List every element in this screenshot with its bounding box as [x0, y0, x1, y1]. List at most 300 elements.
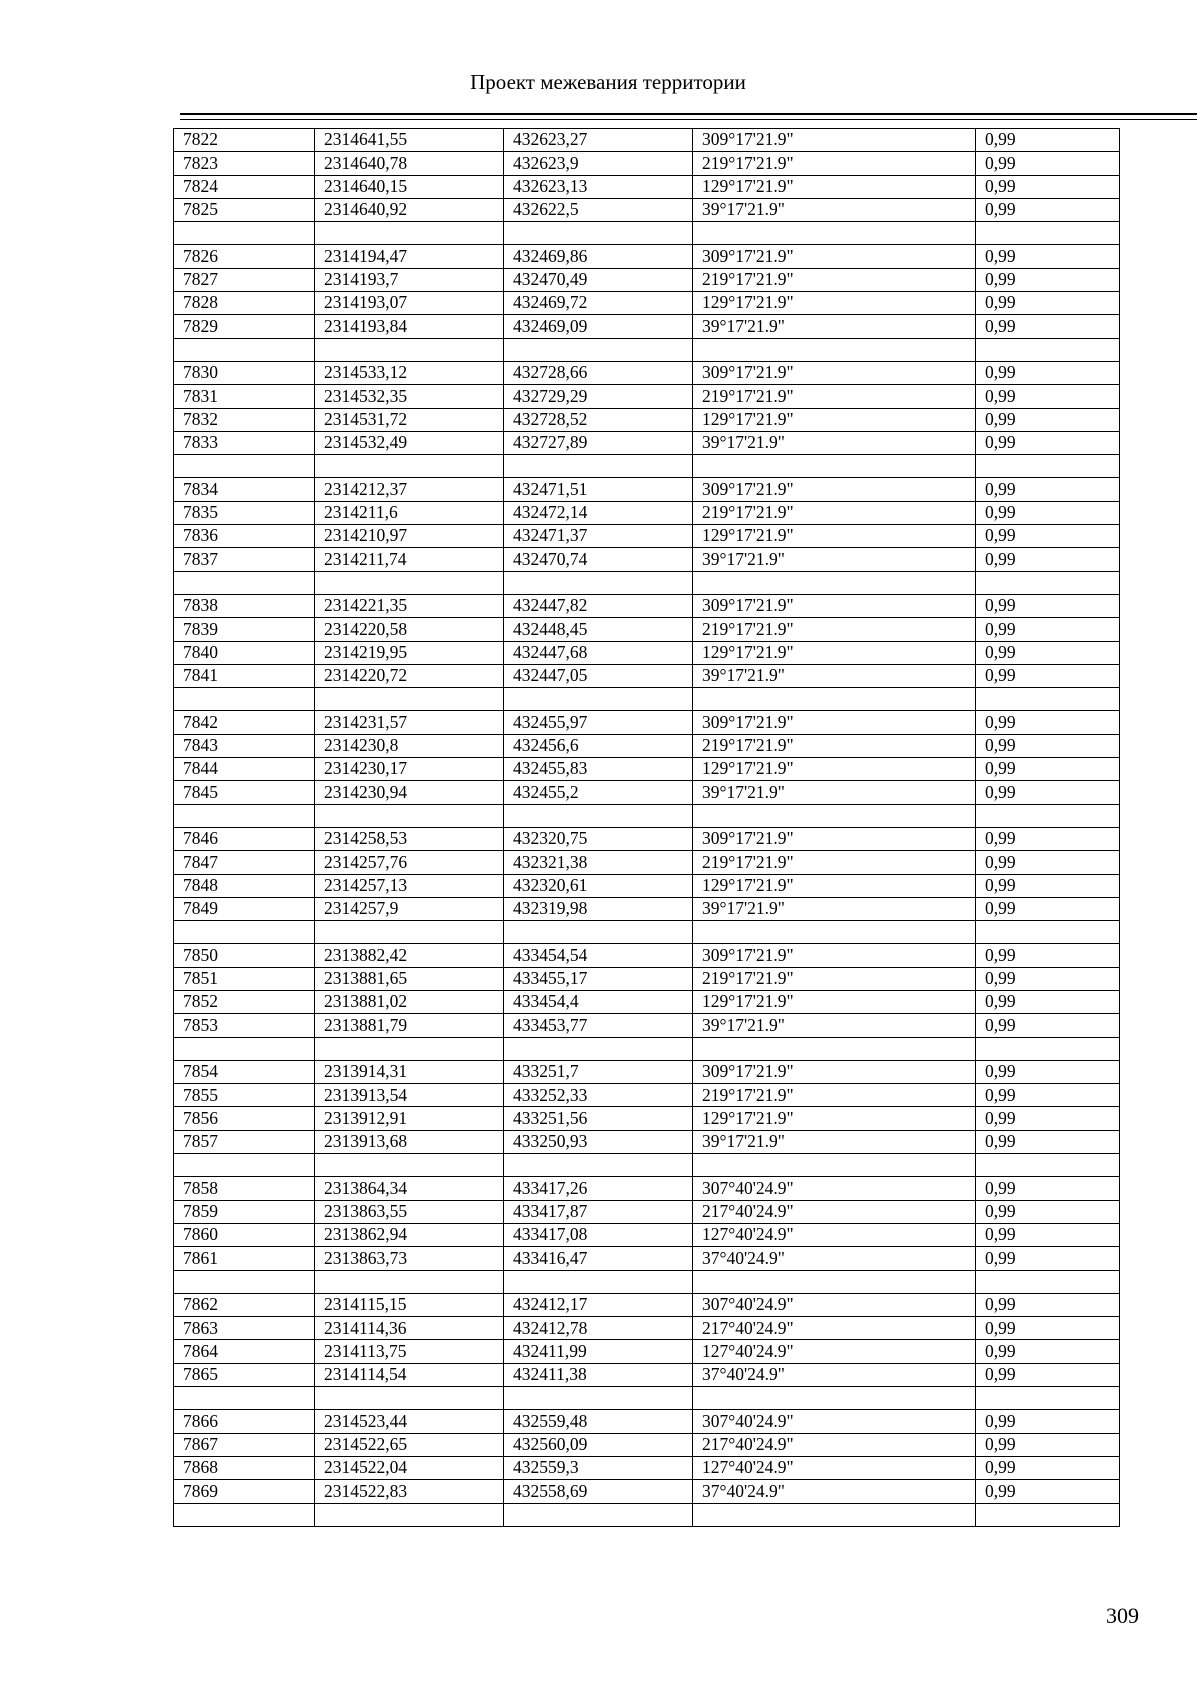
distance-cell	[976, 1270, 1120, 1293]
distance-cell: 0,99	[976, 1177, 1120, 1200]
y-coordinate-cell: 432560,09	[504, 1433, 693, 1456]
bearing-cell	[693, 1154, 976, 1177]
y-coordinate-cell	[504, 455, 693, 478]
point-number-cell: 7840	[174, 641, 315, 664]
bearing-cell	[693, 222, 976, 245]
distance-cell	[976, 1387, 1120, 1410]
table-row	[174, 268, 1120, 291]
y-coordinate-cell	[504, 1503, 693, 1526]
coordinates-table-body	[174, 129, 1120, 1527]
point-number-cell	[174, 1387, 315, 1410]
distance-cell: 0,99	[976, 1200, 1120, 1223]
table-row	[174, 361, 1120, 384]
point-number-cell: 7858	[174, 1177, 315, 1200]
distance-cell: 0,99	[976, 711, 1120, 734]
y-coordinate-cell: 432412,78	[504, 1317, 693, 1340]
x-coordinate-cell: 2314210,97	[315, 525, 504, 548]
point-number-cell: 7854	[174, 1060, 315, 1083]
distance-cell: 0,99	[976, 548, 1120, 571]
y-coordinate-cell	[504, 688, 693, 711]
y-coordinate-cell: 432455,2	[504, 781, 693, 804]
table-row	[174, 1177, 1120, 1200]
x-coordinate-cell	[315, 222, 504, 245]
point-number-cell	[174, 1270, 315, 1293]
x-coordinate-cell: 2313881,79	[315, 1014, 504, 1037]
y-coordinate-cell: 432623,13	[504, 175, 693, 198]
x-coordinate-cell: 2313912,91	[315, 1107, 504, 1130]
distance-cell: 0,99	[976, 874, 1120, 897]
y-coordinate-cell: 432559,3	[504, 1456, 693, 1479]
distance-cell: 0,99	[976, 734, 1120, 757]
bearing-cell: 219°17'21.9"	[693, 501, 976, 524]
bearing-cell	[693, 804, 976, 827]
point-number-cell: 7824	[174, 175, 315, 198]
point-number-cell: 7866	[174, 1410, 315, 1433]
table-row	[174, 1060, 1120, 1083]
bearing-cell: 219°17'21.9"	[693, 851, 976, 874]
table-separator-row	[174, 338, 1120, 361]
x-coordinate-cell: 2314212,37	[315, 478, 504, 501]
y-coordinate-cell: 433454,4	[504, 990, 693, 1013]
table-row	[174, 525, 1120, 548]
y-coordinate-cell: 433453,77	[504, 1014, 693, 1037]
point-number-cell	[174, 804, 315, 827]
page-number: 309	[1106, 1603, 1139, 1628]
point-number-cell: 7836	[174, 525, 315, 548]
distance-cell: 0,99	[976, 431, 1120, 454]
x-coordinate-cell	[315, 1154, 504, 1177]
distance-cell: 0,99	[976, 1293, 1120, 1316]
point-number-cell	[174, 338, 315, 361]
bearing-cell	[693, 688, 976, 711]
point-number-cell: 7845	[174, 781, 315, 804]
y-coordinate-cell: 432455,83	[504, 758, 693, 781]
point-number-cell: 7838	[174, 594, 315, 617]
table-row	[174, 594, 1120, 617]
bearing-cell: 39°17'21.9"	[693, 664, 976, 687]
distance-cell	[976, 338, 1120, 361]
bearing-cell	[693, 1387, 976, 1410]
table-row	[174, 1200, 1120, 1223]
table-row	[174, 897, 1120, 920]
distance-cell: 0,99	[976, 361, 1120, 384]
point-number-cell: 7829	[174, 315, 315, 338]
bearing-cell: 39°17'21.9"	[693, 198, 976, 221]
x-coordinate-cell: 2314230,17	[315, 758, 504, 781]
bearing-cell: 129°17'21.9"	[693, 292, 976, 315]
point-number-cell: 7860	[174, 1223, 315, 1246]
bearing-cell: 307°40'24.9"	[693, 1410, 976, 1433]
bearing-cell: 39°17'21.9"	[693, 781, 976, 804]
point-number-cell: 7843	[174, 734, 315, 757]
point-number-cell: 7842	[174, 711, 315, 734]
bearing-cell: 39°17'21.9"	[693, 548, 976, 571]
point-number-cell	[174, 1503, 315, 1526]
x-coordinate-cell: 2314221,35	[315, 594, 504, 617]
x-coordinate-cell	[315, 1270, 504, 1293]
point-number-cell: 7828	[174, 292, 315, 315]
point-number-cell: 7853	[174, 1014, 315, 1037]
bearing-cell	[693, 455, 976, 478]
point-number-cell: 7863	[174, 1317, 315, 1340]
point-number-cell: 7837	[174, 548, 315, 571]
distance-cell	[976, 1037, 1120, 1060]
bearing-cell: 39°17'21.9"	[693, 897, 976, 920]
x-coordinate-cell: 2314258,53	[315, 827, 504, 850]
x-coordinate-cell: 2314193,7	[315, 268, 504, 291]
x-coordinate-cell: 2314114,36	[315, 1317, 504, 1340]
distance-cell: 0,99	[976, 385, 1120, 408]
y-coordinate-cell: 432448,45	[504, 618, 693, 641]
table-row	[174, 734, 1120, 757]
point-number-cell: 7856	[174, 1107, 315, 1130]
y-coordinate-cell	[504, 1037, 693, 1060]
y-coordinate-cell	[504, 222, 693, 245]
bearing-cell: 129°17'21.9"	[693, 1107, 976, 1130]
distance-cell: 0,99	[976, 1480, 1120, 1503]
x-coordinate-cell: 2314640,78	[315, 152, 504, 175]
x-coordinate-cell: 2314220,72	[315, 664, 504, 687]
distance-cell: 0,99	[976, 944, 1120, 967]
table-row	[174, 851, 1120, 874]
y-coordinate-cell: 432447,05	[504, 664, 693, 687]
x-coordinate-cell: 2314220,58	[315, 618, 504, 641]
bearing-cell	[693, 1270, 976, 1293]
x-coordinate-cell: 2314113,75	[315, 1340, 504, 1363]
x-coordinate-cell: 2314211,74	[315, 548, 504, 571]
table-separator-row	[174, 1037, 1120, 1060]
y-coordinate-cell	[504, 1270, 693, 1293]
point-number-cell: 7849	[174, 897, 315, 920]
distance-cell	[976, 1503, 1120, 1526]
table-row	[174, 711, 1120, 734]
y-coordinate-cell: 433251,56	[504, 1107, 693, 1130]
x-coordinate-cell: 2314532,35	[315, 385, 504, 408]
bearing-cell: 309°17'21.9"	[693, 944, 976, 967]
distance-cell: 0,99	[976, 1060, 1120, 1083]
y-coordinate-cell: 432471,37	[504, 525, 693, 548]
x-coordinate-cell	[315, 1503, 504, 1526]
y-coordinate-cell: 432559,48	[504, 1410, 693, 1433]
distance-cell: 0,99	[976, 1410, 1120, 1433]
bearing-cell: 309°17'21.9"	[693, 478, 976, 501]
y-coordinate-cell: 432623,9	[504, 152, 693, 175]
point-number-cell: 7833	[174, 431, 315, 454]
table-row	[174, 1410, 1120, 1433]
distance-cell	[976, 455, 1120, 478]
bearing-cell: 127°40'24.9"	[693, 1456, 976, 1479]
table-separator-row	[174, 455, 1120, 478]
distance-cell	[976, 921, 1120, 944]
table-row	[174, 618, 1120, 641]
bearing-cell: 309°17'21.9"	[693, 594, 976, 617]
point-number-cell: 7862	[174, 1293, 315, 1316]
table-row	[174, 548, 1120, 571]
y-coordinate-cell	[504, 338, 693, 361]
y-coordinate-cell: 432472,14	[504, 501, 693, 524]
bearing-cell: 309°17'21.9"	[693, 711, 976, 734]
y-coordinate-cell: 432470,49	[504, 268, 693, 291]
bearing-cell: 129°17'21.9"	[693, 408, 976, 431]
x-coordinate-cell: 2314531,72	[315, 408, 504, 431]
table-row	[174, 501, 1120, 524]
table-row	[174, 292, 1120, 315]
y-coordinate-cell: 432469,72	[504, 292, 693, 315]
header-rule-thick	[180, 113, 1197, 115]
point-number-cell: 7830	[174, 361, 315, 384]
table-row	[174, 967, 1120, 990]
y-coordinate-cell: 432558,69	[504, 1480, 693, 1503]
bearing-cell: 309°17'21.9"	[693, 361, 976, 384]
y-coordinate-cell: 432622,5	[504, 198, 693, 221]
distance-cell: 0,99	[976, 1363, 1120, 1386]
bearing-cell: 217°40'24.9"	[693, 1433, 976, 1456]
table-separator-row	[174, 1387, 1120, 1410]
table-row	[174, 1340, 1120, 1363]
distance-cell: 0,99	[976, 664, 1120, 687]
distance-cell: 0,99	[976, 990, 1120, 1013]
distance-cell: 0,99	[976, 1223, 1120, 1246]
point-number-cell: 7831	[174, 385, 315, 408]
point-number-cell	[174, 222, 315, 245]
point-number-cell: 7841	[174, 664, 315, 687]
header-rule-thin	[180, 119, 1197, 120]
x-coordinate-cell: 2314523,44	[315, 1410, 504, 1433]
x-coordinate-cell: 2314231,57	[315, 711, 504, 734]
table-row	[174, 781, 1120, 804]
bearing-cell: 129°17'21.9"	[693, 641, 976, 664]
x-coordinate-cell: 2314641,55	[315, 129, 504, 152]
point-number-cell: 7852	[174, 990, 315, 1013]
table-row	[174, 431, 1120, 454]
table-row	[174, 478, 1120, 501]
y-coordinate-cell	[504, 921, 693, 944]
distance-cell: 0,99	[976, 315, 1120, 338]
y-coordinate-cell: 432471,51	[504, 478, 693, 501]
point-number-cell: 7848	[174, 874, 315, 897]
y-coordinate-cell: 432447,68	[504, 641, 693, 664]
x-coordinate-cell: 2313862,94	[315, 1223, 504, 1246]
table-separator-row	[174, 222, 1120, 245]
page-header-title: Проект межевания территории	[470, 70, 746, 94]
bearing-cell: 219°17'21.9"	[693, 385, 976, 408]
x-coordinate-cell: 2313864,34	[315, 1177, 504, 1200]
point-number-cell: 7847	[174, 851, 315, 874]
point-number-cell: 7844	[174, 758, 315, 781]
x-coordinate-cell	[315, 804, 504, 827]
x-coordinate-cell: 2314532,49	[315, 431, 504, 454]
y-coordinate-cell: 433454,54	[504, 944, 693, 967]
y-coordinate-cell: 432320,75	[504, 827, 693, 850]
table-row	[174, 1293, 1120, 1316]
distance-cell: 0,99	[976, 851, 1120, 874]
bearing-cell	[693, 921, 976, 944]
x-coordinate-cell: 2314193,07	[315, 292, 504, 315]
point-number-cell: 7850	[174, 944, 315, 967]
distance-cell: 0,99	[976, 268, 1120, 291]
table-row	[174, 129, 1120, 152]
x-coordinate-cell: 2314219,95	[315, 641, 504, 664]
point-number-cell	[174, 571, 315, 594]
bearing-cell: 309°17'21.9"	[693, 129, 976, 152]
point-number-cell: 7839	[174, 618, 315, 641]
y-coordinate-cell: 433417,08	[504, 1223, 693, 1246]
y-coordinate-cell: 432411,99	[504, 1340, 693, 1363]
bearing-cell: 39°17'21.9"	[693, 315, 976, 338]
y-coordinate-cell: 433417,26	[504, 1177, 693, 1200]
distance-cell: 0,99	[976, 781, 1120, 804]
point-number-cell: 7869	[174, 1480, 315, 1503]
y-coordinate-cell: 432729,29	[504, 385, 693, 408]
y-coordinate-cell	[504, 1387, 693, 1410]
table-row	[174, 1130, 1120, 1153]
table-row	[174, 944, 1120, 967]
distance-cell: 0,99	[976, 129, 1120, 152]
bearing-cell: 127°40'24.9"	[693, 1340, 976, 1363]
distance-cell: 0,99	[976, 152, 1120, 175]
table-row	[174, 1084, 1120, 1107]
distance-cell: 0,99	[976, 1433, 1120, 1456]
y-coordinate-cell: 432412,17	[504, 1293, 693, 1316]
distance-cell: 0,99	[976, 1130, 1120, 1153]
table-row	[174, 1363, 1120, 1386]
x-coordinate-cell: 2313913,54	[315, 1084, 504, 1107]
bearing-cell	[693, 571, 976, 594]
bearing-cell: 309°17'21.9"	[693, 245, 976, 268]
y-coordinate-cell: 432320,61	[504, 874, 693, 897]
point-number-cell: 7868	[174, 1456, 315, 1479]
distance-cell	[976, 688, 1120, 711]
y-coordinate-cell: 432623,27	[504, 129, 693, 152]
bearing-cell: 307°40'24.9"	[693, 1177, 976, 1200]
x-coordinate-cell: 2314533,12	[315, 361, 504, 384]
table-row	[174, 1107, 1120, 1130]
point-number-cell: 7865	[174, 1363, 315, 1386]
bearing-cell: 219°17'21.9"	[693, 152, 976, 175]
distance-cell	[976, 571, 1120, 594]
x-coordinate-cell	[315, 455, 504, 478]
x-coordinate-cell: 2314257,13	[315, 874, 504, 897]
bearing-cell: 129°17'21.9"	[693, 990, 976, 1013]
y-coordinate-cell: 433455,17	[504, 967, 693, 990]
bearing-cell: 219°17'21.9"	[693, 268, 976, 291]
distance-cell: 0,99	[976, 198, 1120, 221]
y-coordinate-cell: 433252,33	[504, 1084, 693, 1107]
y-coordinate-cell: 433416,47	[504, 1247, 693, 1270]
y-coordinate-cell: 432469,86	[504, 245, 693, 268]
bearing-cell: 129°17'21.9"	[693, 525, 976, 548]
x-coordinate-cell: 2314230,8	[315, 734, 504, 757]
table-row	[174, 152, 1120, 175]
point-number-cell: 7827	[174, 268, 315, 291]
table-row	[174, 198, 1120, 221]
x-coordinate-cell: 2313914,31	[315, 1060, 504, 1083]
point-number-cell: 7864	[174, 1340, 315, 1363]
x-coordinate-cell: 2314257,76	[315, 851, 504, 874]
y-coordinate-cell	[504, 804, 693, 827]
distance-cell	[976, 1154, 1120, 1177]
point-number-cell: 7857	[174, 1130, 315, 1153]
y-coordinate-cell: 432727,89	[504, 431, 693, 454]
table-row	[174, 1480, 1120, 1503]
x-coordinate-cell: 2313881,65	[315, 967, 504, 990]
x-coordinate-cell: 2314115,15	[315, 1293, 504, 1316]
table-row	[174, 1223, 1120, 1246]
y-coordinate-cell: 432470,74	[504, 548, 693, 571]
x-coordinate-cell: 2314194,47	[315, 245, 504, 268]
y-coordinate-cell: 433417,87	[504, 1200, 693, 1223]
bearing-cell: 129°17'21.9"	[693, 175, 976, 198]
distance-cell: 0,99	[976, 1456, 1120, 1479]
x-coordinate-cell: 2313863,55	[315, 1200, 504, 1223]
x-coordinate-cell: 2314193,84	[315, 315, 504, 338]
bearing-cell	[693, 1037, 976, 1060]
distance-cell: 0,99	[976, 1340, 1120, 1363]
table-separator-row	[174, 1154, 1120, 1177]
point-number-cell: 7861	[174, 1247, 315, 1270]
point-number-cell: 7851	[174, 967, 315, 990]
point-number-cell: 7826	[174, 245, 315, 268]
table-row	[174, 408, 1120, 431]
x-coordinate-cell: 2314211,6	[315, 501, 504, 524]
y-coordinate-cell: 433250,93	[504, 1130, 693, 1153]
bearing-cell: 219°17'21.9"	[693, 1084, 976, 1107]
distance-cell: 0,99	[976, 525, 1120, 548]
x-coordinate-cell	[315, 921, 504, 944]
x-coordinate-cell: 2314522,04	[315, 1456, 504, 1479]
point-number-cell: 7832	[174, 408, 315, 431]
bearing-cell: 219°17'21.9"	[693, 734, 976, 757]
x-coordinate-cell: 2314640,92	[315, 198, 504, 221]
distance-cell: 0,99	[976, 618, 1120, 641]
bearing-cell: 217°40'24.9"	[693, 1317, 976, 1340]
distance-cell: 0,99	[976, 408, 1120, 431]
x-coordinate-cell: 2313863,73	[315, 1247, 504, 1270]
x-coordinate-cell	[315, 1387, 504, 1410]
table-separator-row	[174, 688, 1120, 711]
bearing-cell: 309°17'21.9"	[693, 1060, 976, 1083]
point-number-cell: 7846	[174, 827, 315, 850]
y-coordinate-cell	[504, 1154, 693, 1177]
distance-cell: 0,99	[976, 1247, 1120, 1270]
x-coordinate-cell: 2314522,83	[315, 1480, 504, 1503]
x-coordinate-cell: 2314522,65	[315, 1433, 504, 1456]
distance-cell: 0,99	[976, 594, 1120, 617]
table-separator-row	[174, 804, 1120, 827]
table-separator-row	[174, 921, 1120, 944]
distance-cell: 0,99	[976, 1084, 1120, 1107]
point-number-cell: 7822	[174, 129, 315, 152]
distance-cell: 0,99	[976, 501, 1120, 524]
coordinates-table	[173, 128, 1120, 1527]
table-row	[174, 315, 1120, 338]
point-number-cell: 7859	[174, 1200, 315, 1223]
table-row	[174, 1456, 1120, 1479]
distance-cell: 0,99	[976, 827, 1120, 850]
distance-cell: 0,99	[976, 175, 1120, 198]
distance-cell: 0,99	[976, 1317, 1120, 1340]
point-number-cell	[174, 1037, 315, 1060]
distance-cell: 0,99	[976, 967, 1120, 990]
y-coordinate-cell: 433251,7	[504, 1060, 693, 1083]
y-coordinate-cell: 432447,82	[504, 594, 693, 617]
distance-cell: 0,99	[976, 245, 1120, 268]
bearing-cell: 127°40'24.9"	[693, 1223, 976, 1246]
y-coordinate-cell: 432411,38	[504, 1363, 693, 1386]
table-row	[174, 758, 1120, 781]
y-coordinate-cell: 432469,09	[504, 315, 693, 338]
bearing-cell	[693, 1503, 976, 1526]
